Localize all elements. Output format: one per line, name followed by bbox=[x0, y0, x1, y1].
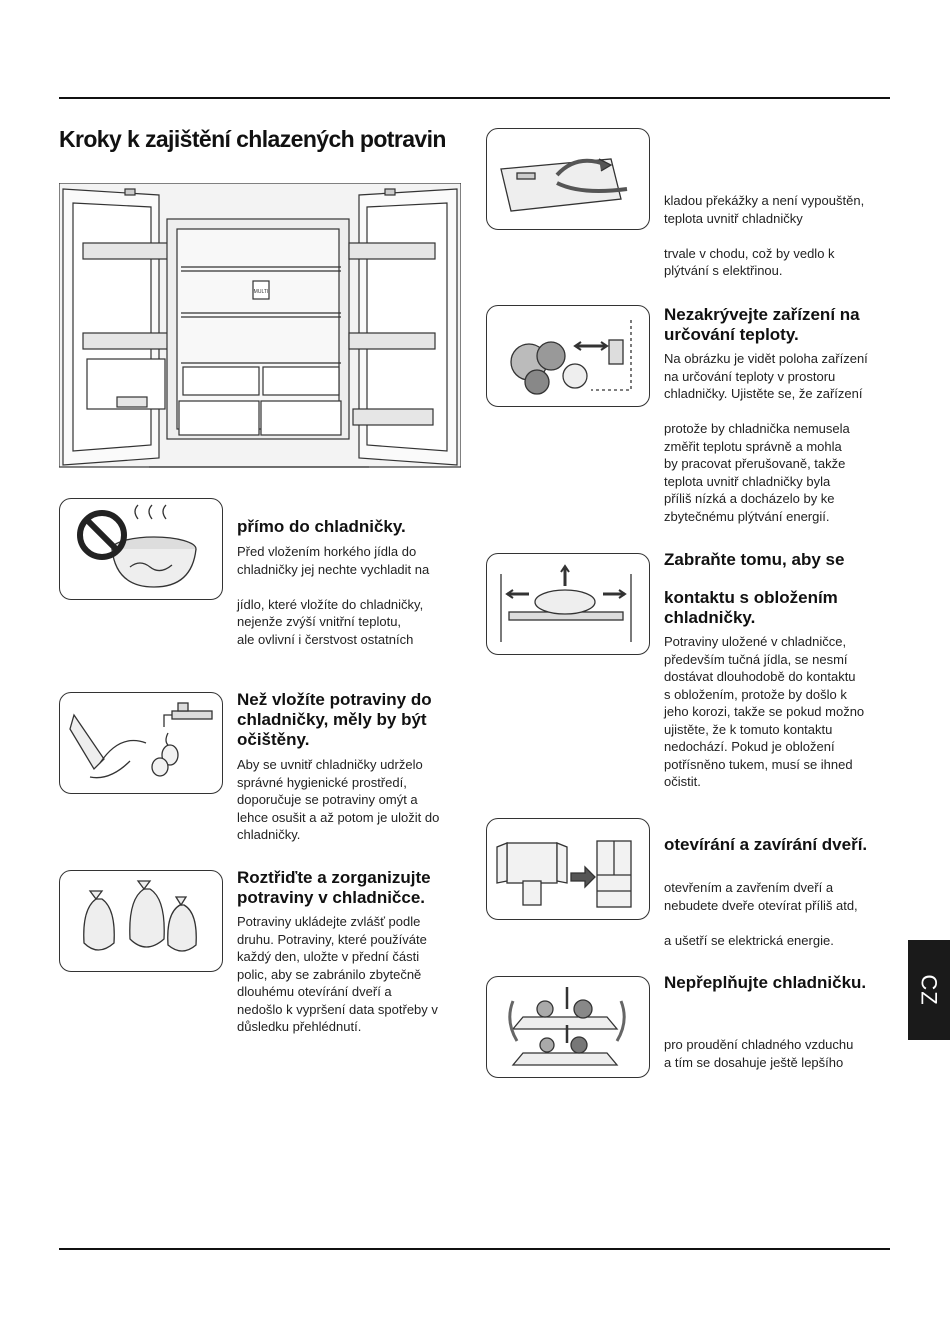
text-line: chladničky. Ujistěte se, že zařízení bbox=[664, 386, 863, 401]
text-line: potřísněno tukem, musí se ihned bbox=[664, 756, 853, 772]
text-line: Potraviny ukládejte zvlášť podle bbox=[237, 914, 421, 929]
text-line: polic, aby se zabránilo zbytečně bbox=[237, 966, 422, 982]
heading-line: kontaktu s obložením bbox=[664, 588, 838, 607]
text-line: nedochází. Pokud je obložení bbox=[664, 739, 835, 754]
text-line: Na obrázku je vidět poloha zařízení bbox=[664, 351, 868, 366]
section-overfill-heading: Nepřeplňujte chladničku. bbox=[664, 973, 867, 992]
hot-pot-prohibited-icon bbox=[59, 498, 223, 600]
text-line bbox=[664, 914, 904, 932]
text-line: Před vložením horkého jídla do bbox=[237, 544, 417, 559]
text-line: především tučná jídla, se nesmí bbox=[664, 651, 848, 667]
section-wall-contact-text bbox=[664, 633, 904, 791]
text-line: jeho korozi, takže se pokud možno bbox=[664, 704, 865, 719]
language-tab-label: CZ bbox=[916, 974, 942, 1006]
section-organize-heading bbox=[237, 868, 477, 908]
text-line: a ušetří se elektrická energie. bbox=[664, 932, 834, 948]
section-sensor-text bbox=[664, 350, 904, 525]
text-line: a tím se dosahuje ještě lepšího bbox=[664, 1054, 844, 1070]
section-doors-heading: otevírání a zavírání dveří. bbox=[664, 835, 868, 854]
text-line: dostávat dlouhodobě do kontaktu bbox=[664, 669, 856, 684]
text-line: každý den, uložte v přední části bbox=[237, 949, 420, 964]
temperature-sensor-icon bbox=[486, 305, 650, 407]
text-line: plýtvání s elektřinou. bbox=[664, 263, 783, 278]
food-bags-icon bbox=[59, 870, 223, 972]
text-line: s obložením, protože by došlo k bbox=[664, 686, 847, 702]
section-hot-food-heading: přímo do chladničky. bbox=[237, 517, 406, 536]
text-line: chladničky. bbox=[237, 827, 301, 842]
text-line: ujistěte, že k tomuto kontaktu bbox=[664, 721, 833, 737]
text-line: doporučuje se potraviny omýt a bbox=[237, 792, 418, 807]
heading-line bbox=[664, 570, 904, 588]
heading-line: Roztřiďte a zorganizujte bbox=[237, 868, 431, 887]
text-line: nebudete dveře otevírat příliš atd, bbox=[664, 897, 858, 913]
text-line: teplota uvnitř chladničky byla bbox=[664, 473, 831, 489]
heading-line: Zabraňte tomu, aby se bbox=[664, 550, 845, 569]
text-line: změřit teplotu správně a mohla bbox=[664, 438, 842, 454]
text-line: by pracovat přerušovaně, takže bbox=[664, 456, 846, 471]
text-line: důsledku přehlédnutí. bbox=[237, 1019, 362, 1034]
text-line: zbytečnému plýtvání energií. bbox=[664, 508, 830, 524]
section-wall-contact-heading bbox=[664, 550, 904, 628]
air-vent-icon bbox=[486, 128, 650, 230]
food-touching-wall-icon bbox=[486, 553, 650, 655]
text-line: protože by chladnička nemusela bbox=[664, 421, 850, 436]
washing-food-icon bbox=[59, 692, 223, 794]
section-organize-text bbox=[237, 913, 467, 1036]
overfill-shelf-icon bbox=[486, 976, 650, 1078]
section-clean-food-text bbox=[237, 756, 467, 844]
text-line bbox=[237, 578, 467, 596]
heading-line: chladničky. bbox=[664, 608, 756, 627]
multi-badge-label: MULTI bbox=[253, 289, 269, 295]
text-line: otevřením a zavřením dveří a bbox=[664, 880, 834, 895]
section-vent-text bbox=[664, 192, 904, 280]
bottom-rule bbox=[59, 1248, 890, 1250]
text-line: nejenže zvýší vnitřní teplotu, bbox=[237, 614, 402, 629]
section-clean-food-heading bbox=[237, 690, 477, 750]
open-fridge-illustration bbox=[59, 183, 461, 468]
text-line: Aby se uvnitř chladničky udrželo bbox=[237, 757, 423, 772]
text-line: pro proudění chladného vzduchu bbox=[664, 1037, 854, 1052]
text-line bbox=[664, 227, 904, 245]
heading-line: Než vložíte potraviny do bbox=[237, 690, 432, 709]
section-overfill-text bbox=[664, 1036, 904, 1071]
heading-line: očištěny. bbox=[237, 730, 310, 749]
text-line: lehce osušit a až potom je uložit do bbox=[237, 809, 440, 825]
heading-line: potraviny v chladničce. bbox=[237, 888, 426, 907]
language-tab bbox=[908, 940, 950, 1040]
page-title: Kroky k zajištění chlazených potravin bbox=[59, 126, 446, 152]
heading-line: Nezakrývejte zařízení na bbox=[664, 305, 860, 324]
text-line: trvale v chodu, což by vedlo k bbox=[664, 245, 835, 261]
text-line: Potraviny uložené v chladničce, bbox=[664, 634, 847, 649]
text-line: ale ovlivní i čerstvost ostatních bbox=[237, 631, 414, 647]
heading-line: chladničky, měly by být bbox=[237, 710, 427, 729]
text-line: chladničky jej nechte vychladit na bbox=[237, 561, 430, 577]
section-doors-text bbox=[664, 879, 904, 949]
text-line: na určování teploty v prostoru bbox=[664, 368, 836, 384]
top-rule bbox=[59, 97, 890, 99]
text-line: teplota uvnitř chladničky bbox=[664, 210, 803, 226]
text-line: jídlo, které vložíte do chladničky, bbox=[237, 596, 424, 612]
section-hot-food-text bbox=[237, 543, 467, 648]
text-line: správné hygienické prostředí, bbox=[237, 774, 407, 790]
text-line: nedošlo k vypršení data spotřeby v bbox=[237, 1001, 438, 1017]
text-line: druhu. Potraviny, které používáte bbox=[237, 931, 427, 947]
text-line: dlouhému otevírání dveří a bbox=[237, 984, 392, 999]
text-line: příliš nízká a docházelo by ke bbox=[664, 491, 835, 506]
section-sensor-heading bbox=[664, 305, 904, 345]
text-line: kladou překážky a není vypouštěn, bbox=[664, 193, 865, 208]
heading-line: určování teploty. bbox=[664, 325, 799, 344]
text-line: očistit. bbox=[664, 774, 701, 789]
text-line bbox=[664, 403, 904, 421]
door-opening-icon bbox=[486, 818, 650, 920]
